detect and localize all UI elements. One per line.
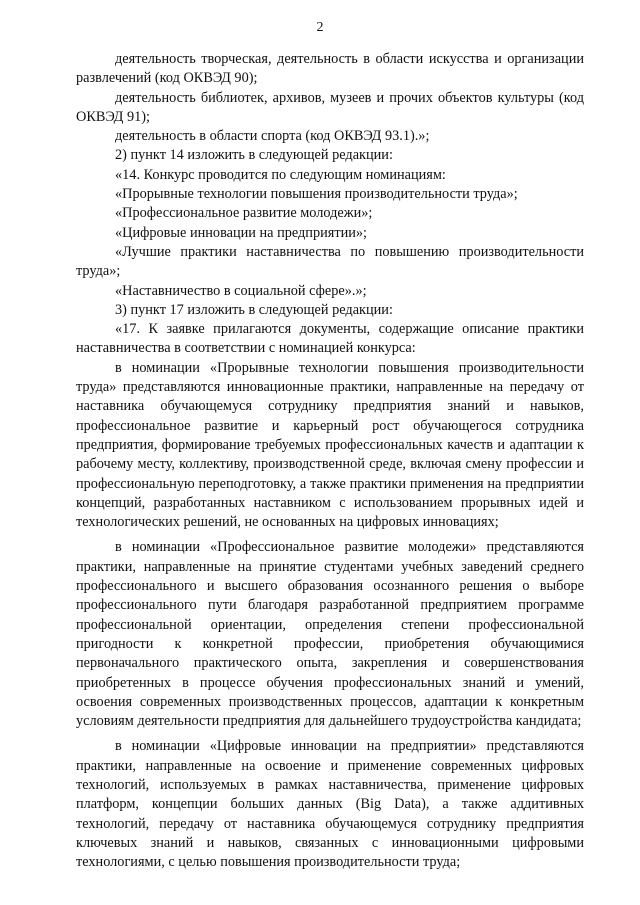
paragraph: «Лучшие практики наставничества по повышению производительности труда»;: [76, 243, 584, 280]
paragraph: в номинации «Прорывные технологии повышения производительности труда» представляются инновационные практики, направленные на передачу от наставника обучающемуся сотруднику предприятия знаний и навыков, профессиональное развитие и карьерный рост обучающегося сотрудника предприятия, формирование требуемых профессиональных качеств и адаптации к рабочему месту, коллективу, производственной среде, включая смену профессии и профессиональную переподготовку, а также практики применения на предприятии концепций, разработанных наставником с использованием прорывных идей и технологических решений, не основанных на цифровых инновациях;: [76, 359, 584, 531]
paragraph: «Прорывные технологии повышения производительности труда»;: [115, 186, 518, 203]
paragraph: «Цифровые инновации на предприятии»;: [115, 224, 367, 241]
paragraph: в номинации «Цифровые инновации на предприятии» представляются практики, направленные на освоение и применение современных цифровых технологий, используемых в рамках наставничества, применение цифровых платформ, концепции больших данных (Big Data), а также аддитивных технологий, передачу от наставника обучающемуся сотруднику предприятия ключевых знаний и навыков, связанных с инновационными цифровыми технологиями, с целью повышения производительности труда;: [76, 738, 584, 871]
page-number: 2: [316, 20, 324, 35]
paragraph: деятельность библиотек, архивов, музеев и прочих объектов культуры (код ОКВЭД 91);: [76, 89, 584, 125]
paragraph: «17. К заявке прилагаются документы, содержащие описание практики наставничества в соответствии с номинацией конкурса:: [76, 321, 584, 357]
paragraph: в номинации «Профессиональное развитие молодежи» представляются практики, направленные на принятие студентами учебных заведений среднего профессионального и высшего образования осознанного решения о выборе профессионального пути благодаря разработанной предприятием программе профессиональной ориентации, определения степени профессиональной пригодности к конкретной профессии, приобретения обучающимися первоначального практического опыта, закрепления и совершенствования приобретенных в процессе обучения профессиональных знаний и умений, освоения современных производственных процессов, адаптации к конкретным условиям деятельности предприятия для дальнейшего трудоустройства кандидата;: [76, 539, 584, 730]
paragraph: «Наставничество в социальной сфере».»;: [115, 282, 367, 299]
paragraph: 3) пункт 17 изложить в следующей редакции:: [115, 301, 393, 318]
paragraph: «Профессиональное развитие молодежи»;: [115, 205, 373, 222]
document-body: [76, 50, 584, 872]
paragraph: «14. Конкурс проводится по следующим номинациям:: [115, 166, 446, 183]
paragraph: деятельность в области спорта (код ОКВЭД 93.1).»;: [115, 128, 430, 145]
paragraph: 2) пункт 14 изложить в следующей редакции:: [115, 147, 393, 164]
paragraph: деятельность творческая, деятельность в области искусства и организации развлечений (код ОКВЭД 90);: [76, 51, 584, 87]
